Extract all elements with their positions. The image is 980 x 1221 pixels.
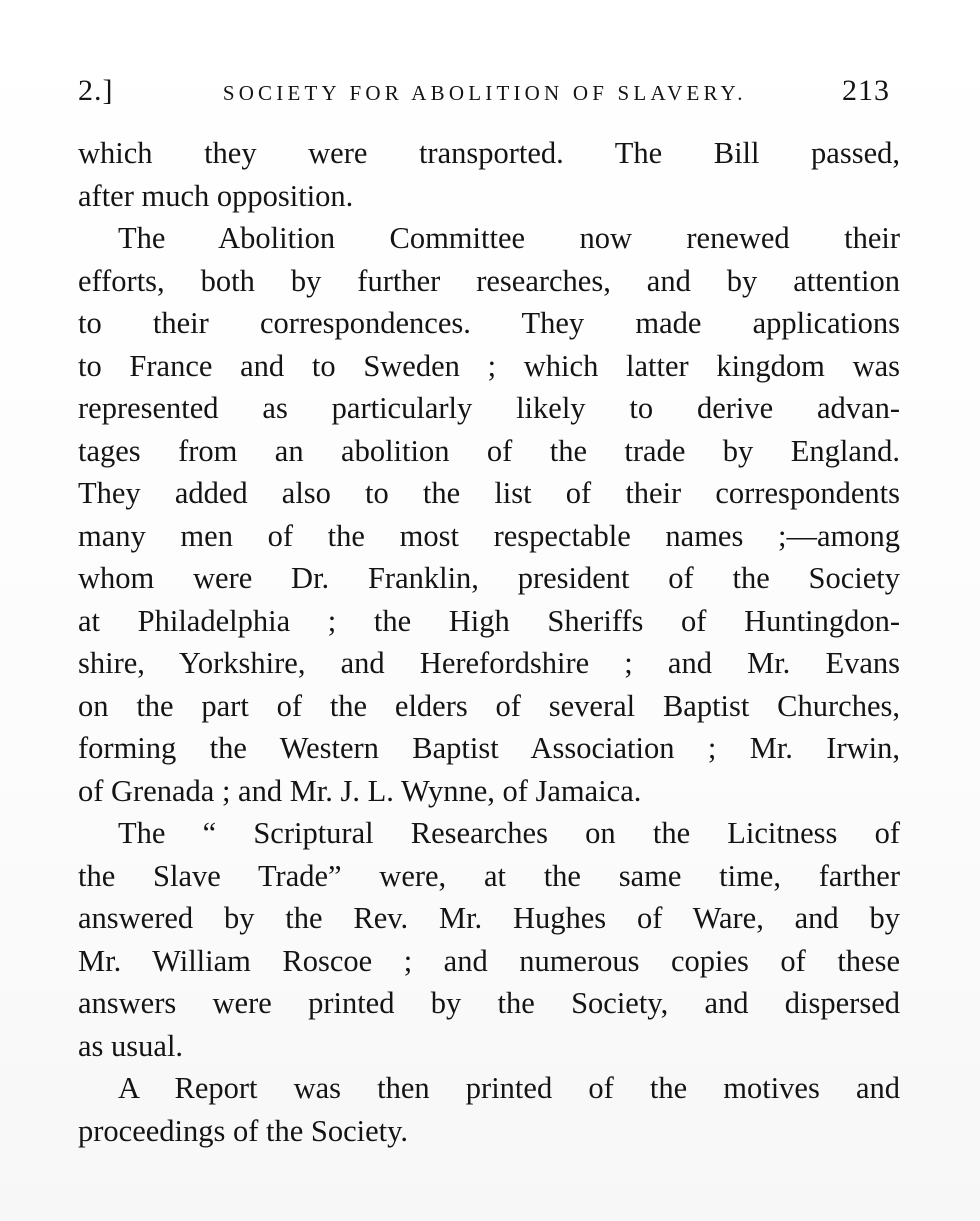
text-line: proceedings of the Society.	[78, 1113, 409, 1148]
text-line: tages from an abolition of the trade by England.	[78, 433, 900, 468]
text-line: to France and to Sweden ; which latter kingdom was	[78, 348, 900, 383]
paragraph	[78, 217, 900, 812]
text-line: forming the Western Baptist Association ; Mr. Irwin,	[78, 731, 900, 765]
text-line: after much opposition.	[78, 178, 354, 213]
paragraph	[78, 1067, 900, 1152]
text-line: The “ Scriptural Researches on the Licitness of	[118, 816, 900, 850]
page-number: 213	[842, 74, 890, 107]
body-text	[78, 132, 900, 1152]
text-line: as usual.	[78, 1028, 184, 1063]
text-line: on the part of the elders of several Baptist Churches,	[78, 688, 900, 723]
section-number: 2.]	[78, 74, 114, 107]
text-line: answered by the Rev. Mr. Hughes of Ware, and by	[78, 901, 900, 935]
text-line: Mr. William Roscoe ; and numerous copies of these	[78, 943, 900, 978]
paragraph	[78, 132, 900, 217]
text-line: of Grenada ; and Mr. J. L. Wynne, of Jamaica.	[78, 773, 642, 808]
running-title: SOCIETY FOR ABOLITION OF SLAVERY.	[222, 81, 747, 105]
text-line: The Abolition Committee now renewed their	[118, 221, 900, 255]
text-line: They added also to the list of their correspondents	[78, 476, 900, 510]
text-line: answers were printed by the Society, and dispersed	[78, 986, 900, 1020]
text-line: at Philadelphia ; the High Sheriffs of Huntingdon-	[78, 603, 900, 638]
text-line: shire, Yorkshire, and Herefordshire ; and Mr. Evans	[78, 646, 900, 680]
paragraph	[78, 812, 900, 1067]
text-line: A Report was then printed of the motives and	[118, 1071, 900, 1105]
text-line: many men of the most respectable names ;—among	[78, 518, 900, 553]
text-line: to their correspondences. They made applications	[78, 306, 900, 340]
text-line: efforts, both by further researches, and by attention	[78, 263, 900, 298]
text-line: represented as particularly likely to derive advan-	[78, 391, 900, 425]
text-line: whom were Dr. Franklin, president of the Society	[78, 561, 900, 595]
running-header	[78, 74, 890, 118]
text-line: which they were transported. The Bill passed,	[78, 136, 900, 170]
text-line: the Slave Trade” were, at the same time, farther	[78, 858, 900, 893]
